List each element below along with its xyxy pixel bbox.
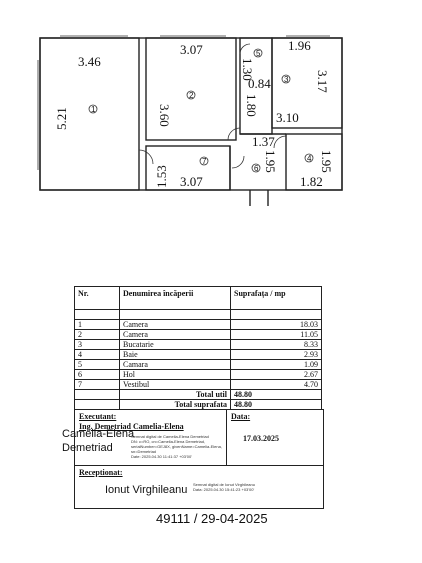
executant-digital-signature: Semnat digital de Camelia-Elena Demetriad DN: c=RO, cn=Camelia-Elena Demetriad, serialNumber=GEJ8X, givenName=Camelia-Elena, sn=Demetriad Date: 2025.04.30 11:41:37 +03'00' [131,434,222,459]
dim-label: 1.95 [319,150,334,173]
table-row [75,370,322,380]
row-area: 1.09 [231,360,322,370]
table-row [75,380,322,390]
row-name: Camara [120,360,231,370]
table-row [75,350,322,360]
date-box [226,409,324,467]
row-name: Bucatarie [120,340,231,350]
table-row [75,310,322,320]
area-table [74,286,322,410]
total-util-row [75,390,322,400]
registration-stamp: 49111 / 29-04-2025 [156,511,268,526]
table-row [75,360,322,370]
row-area: 11.05 [231,330,322,340]
dim-label: 0.84 [248,76,271,91]
executant-label: Executant: [79,412,117,421]
date-label: Data: [231,412,251,421]
row-nr: 7 [75,380,120,390]
executant-name: Ing. Demetriad Camelia-Elena [79,422,184,431]
floor-plan [0,0,422,260]
dim-label: 3.46 [78,54,101,69]
row-nr: 3 [75,340,120,350]
dim-label: 1.30 [240,58,255,81]
row-area: 2.67 [231,370,322,380]
dim-label: 3.17 [315,70,330,93]
door-arc [232,156,244,168]
room-number: 7 [202,157,207,166]
room-number: 1 [91,105,96,114]
row-area: 8.33 [231,340,322,350]
total-util-label: Total util [120,390,231,400]
dim-label: 3.07 [180,174,203,189]
row-area: 4.70 [231,380,322,390]
row-area: 2.93 [231,350,322,360]
dim-label: 1.96 [288,38,311,53]
row-nr: 4 [75,350,120,360]
receptionat-signature: Ionut Virghileanu [105,484,188,496]
dim-label: 3.60 [157,104,172,127]
room-number: 2 [189,91,194,100]
table-row [75,340,322,350]
header-area: Suprafața / mp [231,287,322,310]
dim-label: 1.53 [154,165,169,188]
row-area: 18.03 [231,320,322,330]
table-row [75,320,322,330]
room-number: 4 [307,154,312,163]
door-arc [240,44,250,54]
room-number: 5 [256,49,261,58]
receptionat-label: Receptionat: [79,468,123,477]
dim-label: 3.10 [276,110,299,125]
row-nr: 2 [75,330,120,340]
door-arc [274,136,286,148]
room-number: 3 [284,75,289,84]
receptionat-digital-signature: Semnat digital de Ionut Virghileanu Data: 2025.04.30 15:41:23 +03'00' [193,482,255,492]
row-name: Vestibul [120,380,231,390]
area-table-section [74,286,322,410]
dim-label: 1.37 [252,134,275,149]
row-nr: 5 [75,360,120,370]
row-nr: 6 [75,370,120,380]
dim-label: 1.82 [300,174,323,189]
total-suprafata-value: 48.80 [231,400,322,410]
dim-label: 1.80 [244,94,259,117]
row-nr: 1 [75,320,120,330]
header-name: Denumirea încăperii [120,287,231,310]
row-name: Baie [120,350,231,360]
dim-label: 1.95 [263,150,278,173]
executant-signature-line1: Camelia-Elena [62,428,135,440]
receptionat-box [74,465,324,509]
room-number: 6 [254,164,259,173]
header-nr: Nr. [75,287,120,310]
dim-label: 5.21 [54,107,69,130]
table-header-row [75,287,322,310]
row-name: Camera [120,320,231,330]
dim-label: 3.07 [180,42,203,57]
total-suprafata-row [75,400,322,410]
total-util-value: 48.80 [231,390,322,400]
total-suprafata-label: Total suprafata [120,400,231,410]
row-name: Hol [120,370,231,380]
row-name: Camera [120,330,231,340]
executant-signature-line2: Demetriad [62,442,113,454]
table-row [75,330,322,340]
door-arc [228,128,240,140]
date-value: 17.03.2025 [243,434,279,443]
